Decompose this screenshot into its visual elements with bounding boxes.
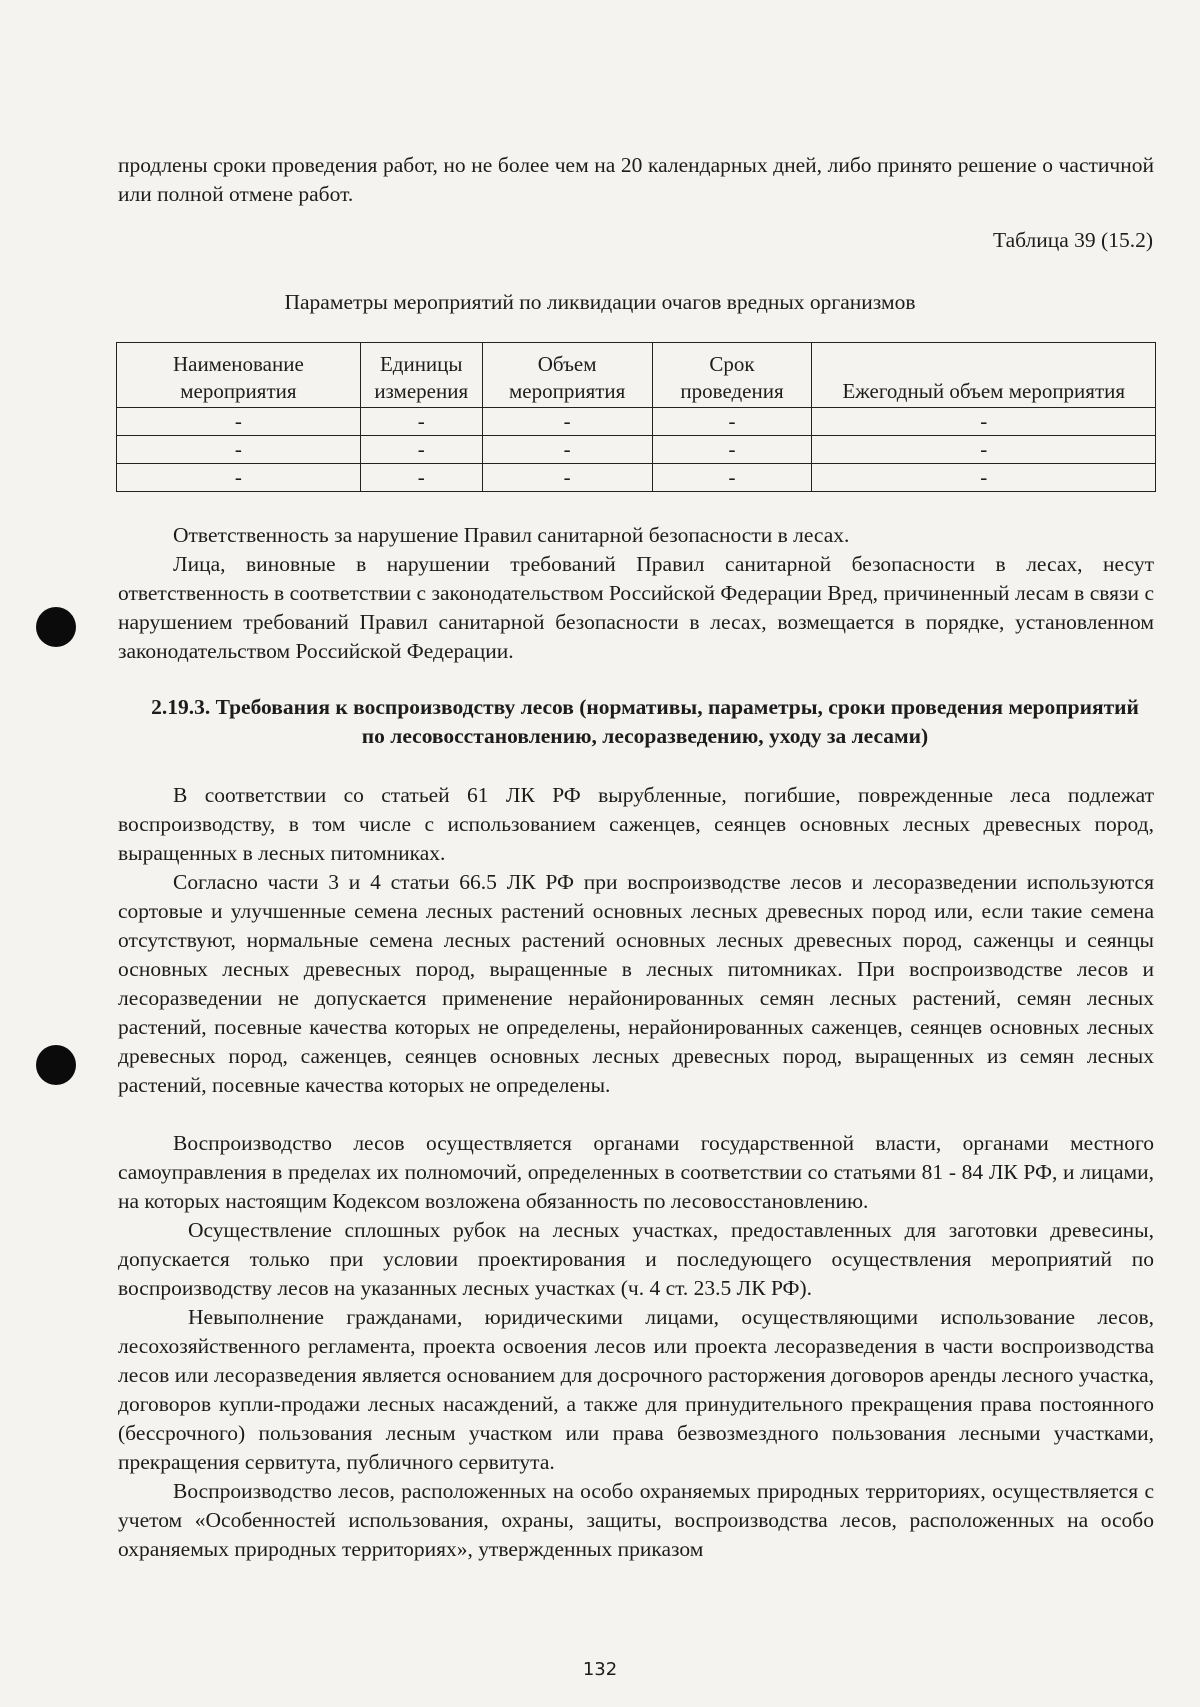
section-heading: 2.19.3. Требования к воспроизводству лесов (нормативы, параметры, сроки проведения мероприятий по лесовосстановлению, лесоразведению, уходу за лесами) xyxy=(151,695,1139,748)
header-annual-volume: Ежегодный объем мероприятия xyxy=(812,343,1156,408)
header-name: Наименование мероприятия xyxy=(117,343,361,408)
paragraph-reproduction-intro: В соответствии со статьей 61 ЛК РФ вырубленные, погибшие, поврежденные леса подлежат воспроизводству, в том числе с использованием саженцев, сеянцев основных лесных древесных пород, выращенных в лесных питомниках. xyxy=(118,783,1154,865)
punch-hole-upper xyxy=(36,607,76,647)
table-cell: - xyxy=(652,408,812,436)
table-cell: - xyxy=(812,408,1156,436)
table-cell: - xyxy=(117,436,361,464)
page-number: 132 xyxy=(582,1659,618,1680)
table-cell: - xyxy=(117,408,361,436)
header-volume: Объем мероприятия xyxy=(482,343,652,408)
paragraph-protected-areas: Воспроизводство лесов, расположенных на особо охраняемых природных территориях, осуществляется с учетом «Особенностей использования, охраны, защиты, воспроизводства лесов, расположенных на особо охраняемых природных территориях», утвержденных приказом xyxy=(118,1479,1154,1561)
table-cell: - xyxy=(117,464,361,492)
table-cell: - xyxy=(812,436,1156,464)
paragraph-seeds: Согласно части 3 и 4 статьи 66.5 ЛК РФ при воспроизводстве лесов и лесоразведении используются сортовые и улучшенные семена лесных растений основных лесных древесных пород или, если такие семена отсутствуют, нормальные семена лесных растений основных лесных древесных пород, саженцы и сеянцы основных лесных древесных пород, выращенные в лесных питомниках. При воспроизводстве лесов и лесоразведении не допускается применение нерайонированных семян лесных растений, семян лесных растений, посевные качества которых не определены, нерайонированных саженцев, сеянцев основных лесных древесных пород, саженцев, сеянцев основных лесных древесных пород, выращенных из семян лесных растений, посевные качества которых не определены. xyxy=(118,870,1154,1097)
table-row xyxy=(117,408,1156,436)
paragraph-non-compliance: Невыполнение гражданами, юридическими лицами, осуществляющими использование лесов, лесохозяйственного регламента, проекта освоения лесов или проекта лесоразведения в части воспроизводства лесов или лесоразведения является основанием для досрочного расторжения договоров аренды лесного участка, договоров купли-продажи лесных насаждений, а также для принудительного прекращения права постоянного (бессрочного) пользования лесным участком или права безвозмездного пользования лесными участками, прекращения сервитута, публичного сервитута. xyxy=(118,1305,1154,1474)
header-term: Срок проведения xyxy=(652,343,812,408)
paragraph-authorities: Воспроизводство лесов осуществляется органами государственной власти, органами местного самоуправления в пределах их полномочий, определенных в соответствии со статьями 81 - 84 ЛК РФ, и лицами, на которых настоящим Кодексом возложена обязанность по лесовосстановлению. xyxy=(118,1131,1154,1213)
table-title: Параметры мероприятий по ликвидации очагов вредных организмов xyxy=(284,290,916,314)
table-cell: - xyxy=(812,464,1156,492)
table-header-row xyxy=(117,343,1156,408)
table-row xyxy=(117,436,1156,464)
table-cell: - xyxy=(482,408,652,436)
table-cell: - xyxy=(652,436,812,464)
table-cell: - xyxy=(482,464,652,492)
paragraph-clear-cutting: Осуществление сплошных рубок на лесных участках, предоставленных для заготовки древесины, допускается только при условии проектирования и последующего осуществления мероприятий по воспроизводству лесов на указанных лесных участках (ч. 4 ст. 23.5 ЛК РФ). xyxy=(118,1218,1154,1300)
responsibility-text: Лица, виновные в нарушении требований Правил санитарной безопасности в лесах, несут ответственность в соответствии с законодательством Российской Федерации Вред, причиненный лесам в связи с нарушением требований Правил санитарной безопасности в лесах, возмещается в порядке, установленном законодательством Российской Федерации. xyxy=(118,552,1154,663)
table-cell: - xyxy=(482,436,652,464)
punch-hole-lower xyxy=(36,1045,76,1085)
table-number: Таблица 39 (15.2) xyxy=(992,228,1153,252)
table-row xyxy=(117,464,1156,492)
responsibility-title: Ответственность за нарушение Правил санитарной безопасности в лесах. xyxy=(173,523,850,547)
table-cell: - xyxy=(652,464,812,492)
table-cell: - xyxy=(360,436,482,464)
top-paragraph: продлены сроки проведения работ, но не более чем на 20 календарных дней, либо принято решение о частичной или полной отмене работ. xyxy=(118,153,1154,206)
header-units: Единицы измерения xyxy=(360,343,482,408)
parameters-table xyxy=(116,342,1156,492)
table-cell: - xyxy=(360,408,482,436)
table-cell: - xyxy=(360,464,482,492)
